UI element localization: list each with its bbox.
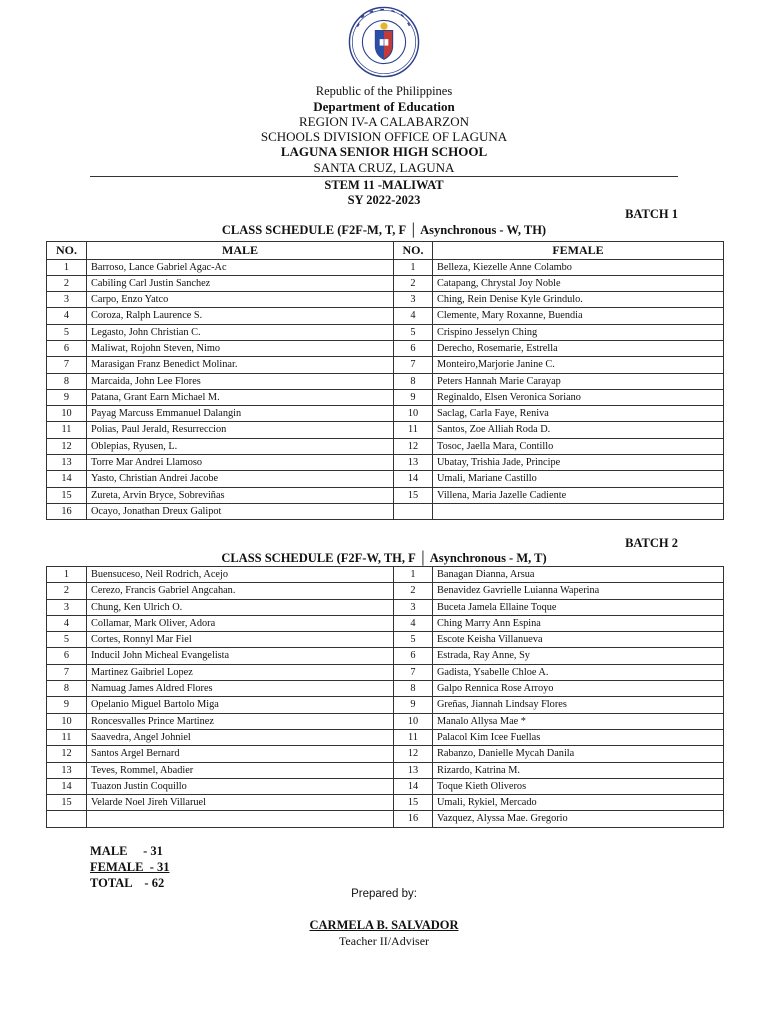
school-name: LAGUNA SENIOR HIGH SCHOOL xyxy=(280,144,488,159)
male-student-name: Yasto, Christian Andrei Jacobe xyxy=(87,471,394,487)
female-student-name: Crispino Jesselyn Ching xyxy=(433,324,724,340)
female-student-name: Santos, Zoe Alliah Roda D. xyxy=(433,422,724,438)
female-total: FEMALE - 31 xyxy=(90,860,170,874)
batch1-label: BATCH 1 xyxy=(625,207,678,221)
table-row xyxy=(47,259,724,275)
region-line: REGION IV-A CALABARZON xyxy=(299,114,469,129)
male-number: 4 xyxy=(47,615,87,631)
male-number: 2 xyxy=(47,275,87,291)
male-student-name: Marasigan Franz Benedict Molinar. xyxy=(87,357,394,373)
male-number: 12 xyxy=(47,438,87,454)
male-number: 4 xyxy=(47,308,87,324)
female-student-name: Ching Marry Ann Espina xyxy=(433,615,724,631)
batch2-roster-table xyxy=(46,566,724,828)
female-number: 15 xyxy=(394,795,433,811)
female-number: 11 xyxy=(394,729,433,745)
female-number: 12 xyxy=(394,438,433,454)
male-student-name: Coroza, Ralph Laurence S. xyxy=(87,308,394,324)
male-student-name: Santos Argel Bernard xyxy=(87,746,394,762)
male-student-name: Marcaida, John Lee Flores xyxy=(87,373,394,389)
republic-line: Republic of the Philippines xyxy=(315,84,453,98)
male-student-name: Cortes, Ronnyl Mar Fiel xyxy=(87,632,394,648)
female-student-name: Peters Hannah Marie Carayap xyxy=(433,373,724,389)
male-number: 16 xyxy=(47,503,87,519)
male-number: 6 xyxy=(47,340,87,356)
deped-seal-icon xyxy=(348,6,420,78)
table-row xyxy=(47,292,724,308)
table-row xyxy=(47,438,724,454)
female-student-name: Rabanzo, Danielle Mycah Danila xyxy=(433,746,724,762)
male-total: MALE - 31 xyxy=(90,844,163,858)
male-number: 10 xyxy=(47,406,87,422)
male-student-name: Barroso, Lance Gabriel Agac-Ac xyxy=(87,259,394,275)
table-row xyxy=(47,567,724,583)
male-number: 15 xyxy=(47,795,87,811)
table-row xyxy=(47,713,724,729)
female-student-name: Gadista, Ysabelle Chloe A. xyxy=(433,664,724,680)
male-student-name: Teves, Rommel, Abadier xyxy=(87,762,394,778)
male-student-name: Roncesvalles Prince Martinez xyxy=(87,713,394,729)
female-number: 12 xyxy=(394,746,433,762)
male-student-name: Torre Mar Andrei Llamoso xyxy=(87,455,394,471)
batch1-roster-table xyxy=(46,241,724,520)
table-row xyxy=(47,795,724,811)
female-student-name: Villena, Maria Jazelle Cadiente xyxy=(433,487,724,503)
division-line: SCHOOLS DIVISION OFFICE OF LAGUNA xyxy=(260,129,508,144)
female-number: 1 xyxy=(394,259,433,275)
table-row xyxy=(47,406,724,422)
male-student-name: Ocayo, Jonathan Dreux Galipot xyxy=(87,503,394,519)
male-number: 6 xyxy=(47,648,87,664)
header-divider xyxy=(90,176,678,177)
table-row xyxy=(47,729,724,745)
male-number: 13 xyxy=(47,455,87,471)
female-student-name: Belleza, Kiezelle Anne Colambo xyxy=(433,259,724,275)
department-line: Department of Education xyxy=(313,99,455,114)
female-student-name xyxy=(433,503,724,519)
table-header-row xyxy=(47,242,724,260)
male-number: 7 xyxy=(47,357,87,373)
male-student-name: Legasto, John Christian C. xyxy=(87,324,394,340)
female-student-name: Umali, Mariane Castillo xyxy=(433,471,724,487)
female-student-name: Ubatay, Trishia Jade, Principe xyxy=(433,455,724,471)
female-student-name: Clemente, Mary Roxanne, Buendia xyxy=(433,308,724,324)
table-row xyxy=(47,746,724,762)
female-student-name: Banagan Dianna, Arsua xyxy=(433,567,724,583)
table-row xyxy=(47,340,724,356)
table-row xyxy=(47,373,724,389)
male-student-name: Velarde Noel Jireh Villaruel xyxy=(87,795,394,811)
female-student-name: Vazquez, Alyssa Mae. Gregorio xyxy=(433,811,724,827)
female-student-name: Buceta Jamela Ellaine Toque xyxy=(433,599,724,615)
table-row xyxy=(47,762,724,778)
female-number: 2 xyxy=(394,275,433,291)
female-number: 2 xyxy=(394,583,433,599)
table-row xyxy=(47,697,724,713)
col-header-no: NO. xyxy=(47,242,87,260)
male-student-name: Inducil John Micheal Evangelista xyxy=(87,648,394,664)
table-row xyxy=(47,455,724,471)
table-row xyxy=(47,811,724,827)
female-student-name: Greñas, Jiannah Lindsay Flores xyxy=(433,697,724,713)
female-student-name: Palacol Kim Icee Fuellas xyxy=(433,729,724,745)
female-number: 9 xyxy=(394,697,433,713)
male-number: 15 xyxy=(47,487,87,503)
school-location: SANTA CRUZ, LAGUNA xyxy=(313,160,455,175)
female-number: 10 xyxy=(394,406,433,422)
female-number: 1 xyxy=(394,567,433,583)
male-number: 3 xyxy=(47,599,87,615)
female-student-name: Reginaldo, Elsen Veronica Soriano xyxy=(433,389,724,405)
male-student-name: Buensuceso, Neil Rodrich, Acejo xyxy=(87,567,394,583)
male-number: 2 xyxy=(47,583,87,599)
male-student-name: Cabiling Carl Justin Sanchez xyxy=(87,275,394,291)
section-name: STEM 11 -MALIWAT xyxy=(324,178,444,192)
female-number: 7 xyxy=(394,664,433,680)
female-number: 13 xyxy=(394,762,433,778)
male-number: 14 xyxy=(47,778,87,794)
table-row xyxy=(47,471,724,487)
male-student-name: Polias, Paul Jerald, Resurreccion xyxy=(87,422,394,438)
school-year: SY 2022-2023 xyxy=(347,193,421,207)
col-header-no: NO. xyxy=(394,242,433,260)
female-number: 16 xyxy=(394,811,433,827)
male-number: 10 xyxy=(47,713,87,729)
male-number: 1 xyxy=(47,259,87,275)
male-student-name: Saavedra, Angel Johniel xyxy=(87,729,394,745)
female-student-name: Manalo Allysa Mae * xyxy=(433,713,724,729)
female-student-name: Ching, Rein Denise Kyle Grindulo. xyxy=(433,292,724,308)
female-number: 14 xyxy=(394,778,433,794)
male-student-name: Carpo, Enzo Yatco xyxy=(87,292,394,308)
female-student-name: Monteiro,Marjorie Janine C. xyxy=(433,357,724,373)
female-number: 13 xyxy=(394,455,433,471)
batch2-label: BATCH 2 xyxy=(625,536,678,550)
male-number: 3 xyxy=(47,292,87,308)
male-student-name: Opelanio Miguel Bartolo Miga xyxy=(87,697,394,713)
female-student-name: Umali, Rykiel, Mercado xyxy=(433,795,724,811)
female-student-name: Escote Keisha Villanueva xyxy=(433,632,724,648)
table-row xyxy=(47,275,724,291)
female-number: 7 xyxy=(394,357,433,373)
male-student-name: Zureta, Arvin Bryce, Sobreviñas xyxy=(87,487,394,503)
male-student-name: Maliwat, Rojohn Steven, Nimo xyxy=(87,340,394,356)
female-number: 6 xyxy=(394,340,433,356)
male-student-name: Oblepias, Ryusen, L. xyxy=(87,438,394,454)
female-student-name: Saclag, Carla Faye, Reniva xyxy=(433,406,724,422)
female-student-name: Catapang, Chrystal Joy Noble xyxy=(433,275,724,291)
male-number: 11 xyxy=(47,729,87,745)
table-row xyxy=(47,324,724,340)
table-row xyxy=(47,681,724,697)
male-student-name: Tuazon Justin Coquillo xyxy=(87,778,394,794)
female-student-name: Estrada, Ray Anne, Sy xyxy=(433,648,724,664)
table-row xyxy=(47,357,724,373)
adviser-name: CARMELA B. SALVADOR xyxy=(309,918,459,932)
female-number: 9 xyxy=(394,389,433,405)
female-number: 8 xyxy=(394,681,433,697)
female-number: 4 xyxy=(394,308,433,324)
female-number: 4 xyxy=(394,615,433,631)
batch1-schedule: CLASS SCHEDULE (F2F-M, T, F │ Asynchronous - W, TH) xyxy=(221,223,547,237)
female-student-name: Galpo Rennica Rose Arroyo xyxy=(433,681,724,697)
male-number: 5 xyxy=(47,632,87,648)
female-number xyxy=(394,503,433,519)
female-number: 15 xyxy=(394,487,433,503)
male-number: 12 xyxy=(47,746,87,762)
table-row xyxy=(47,308,724,324)
female-number: 6 xyxy=(394,648,433,664)
batch2-schedule: CLASS SCHEDULE (F2F-W, TH, F │ Asynchronous - M, T) xyxy=(221,551,547,565)
female-number: 8 xyxy=(394,373,433,389)
male-student-name: Chung, Ken Ulrich O. xyxy=(87,599,394,615)
female-number: 5 xyxy=(394,632,433,648)
female-student-name: Derecho, Rosemarie, Estrella xyxy=(433,340,724,356)
male-number: 9 xyxy=(47,697,87,713)
female-number: 10 xyxy=(394,713,433,729)
male-student-name: Cerezo, Francis Gabriel Angcahan. xyxy=(87,583,394,599)
table-row xyxy=(47,583,724,599)
prepared-by-label: Prepared by: xyxy=(351,888,417,900)
male-number: 5 xyxy=(47,324,87,340)
female-number: 3 xyxy=(394,292,433,308)
table-row xyxy=(47,664,724,680)
female-student-name: Benavidez Gavrielle Luianna Waperina xyxy=(433,583,724,599)
table-row xyxy=(47,487,724,503)
adviser-title: Teacher II/Adviser xyxy=(338,934,430,948)
female-student-name: Rizardo, Katrina M. xyxy=(433,762,724,778)
female-number: 14 xyxy=(394,471,433,487)
male-number: 14 xyxy=(47,471,87,487)
male-number: 8 xyxy=(47,373,87,389)
male-number xyxy=(47,811,87,827)
table-row xyxy=(47,503,724,519)
table-row xyxy=(47,615,724,631)
male-number: 13 xyxy=(47,762,87,778)
male-student-name: Collamar, Mark Oliver, Adora xyxy=(87,615,394,631)
table-row xyxy=(47,778,724,794)
male-number: 11 xyxy=(47,422,87,438)
female-student-name: Toque Kieth Oliveros xyxy=(433,778,724,794)
male-student-name: Namuag James Aldred Flores xyxy=(87,681,394,697)
totals-block xyxy=(90,843,170,891)
table-row xyxy=(47,632,724,648)
female-number: 11 xyxy=(394,422,433,438)
overall-total: TOTAL - 62 xyxy=(90,876,165,890)
col-header-female: FEMALE xyxy=(433,242,724,260)
table-row xyxy=(47,422,724,438)
table-row xyxy=(47,648,724,664)
male-number: 9 xyxy=(47,389,87,405)
female-student-name: Tosoc, Jaella Mara, Contillo xyxy=(433,438,724,454)
female-number: 5 xyxy=(394,324,433,340)
male-student-name: Martinez Gaibriel Lopez xyxy=(87,664,394,680)
table-row xyxy=(47,389,724,405)
male-student-name: Payag Marcuss Emmanuel Dalangin xyxy=(87,406,394,422)
male-number: 7 xyxy=(47,664,87,680)
col-header-male: MALE xyxy=(87,242,394,260)
table-row xyxy=(47,599,724,615)
female-number: 3 xyxy=(394,599,433,615)
male-number: 8 xyxy=(47,681,87,697)
male-student-name xyxy=(87,811,394,827)
male-number: 1 xyxy=(47,567,87,583)
male-student-name: Patana, Grant Earn Michael M. xyxy=(87,389,394,405)
